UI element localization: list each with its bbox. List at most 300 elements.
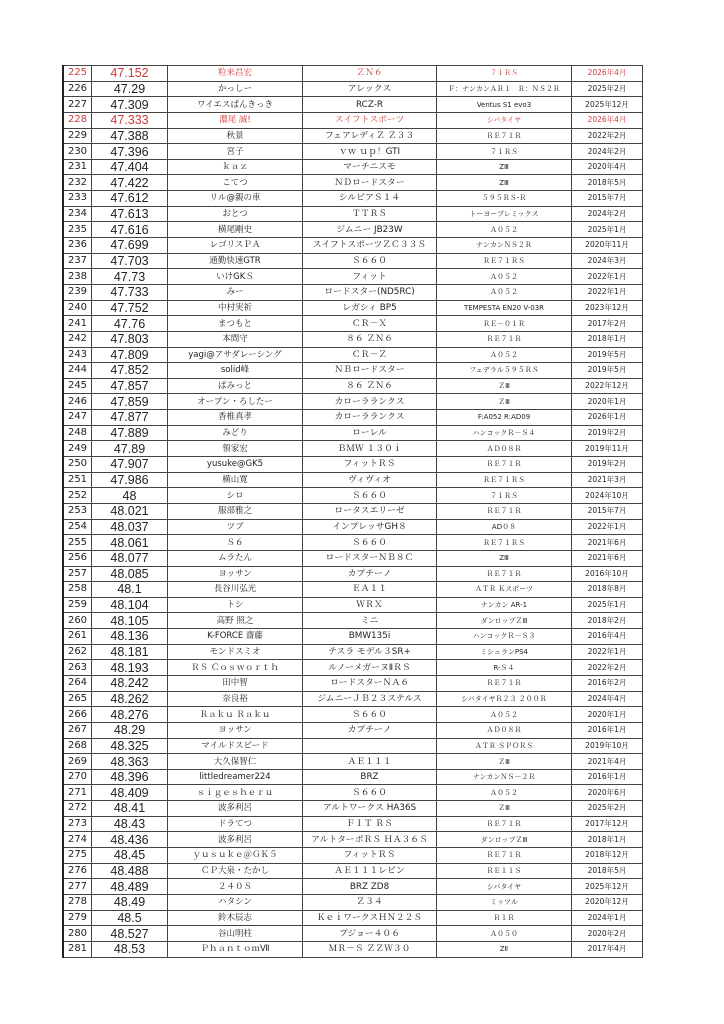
car-model: フィットＲＳ bbox=[303, 457, 437, 473]
car-model: Ｓ６６０ bbox=[303, 253, 437, 269]
table-row bbox=[63, 848, 643, 864]
record-date: 2017年4月 bbox=[572, 941, 643, 957]
lap-time: 48.085 bbox=[92, 566, 168, 582]
car-model: ローレル bbox=[303, 425, 437, 441]
record-date: 2022年2月 bbox=[572, 128, 643, 144]
lap-time: 47.73 bbox=[92, 269, 168, 285]
rank-number: 275 bbox=[63, 848, 92, 864]
record-date: 2020年11月 bbox=[572, 238, 643, 254]
rank-number: 230 bbox=[63, 144, 92, 160]
rank-number: 227 bbox=[63, 97, 92, 113]
car-model: ＮＤロードスター bbox=[303, 175, 437, 191]
table-row bbox=[63, 284, 643, 300]
record-date: 2026年4月 bbox=[572, 112, 643, 128]
car-model: フィット bbox=[303, 269, 437, 285]
lap-time: 47.152 bbox=[92, 66, 168, 82]
lap-time: 48.45 bbox=[92, 848, 168, 864]
table-row bbox=[63, 269, 643, 285]
tire-name: ＲＥ７１Ｒ bbox=[437, 331, 572, 347]
record-date: 2016年2月 bbox=[572, 675, 643, 691]
record-date: 2024年2月 bbox=[572, 206, 643, 222]
record-date: 2024年10月 bbox=[572, 488, 643, 504]
rank-number: 243 bbox=[63, 347, 92, 363]
table-row bbox=[63, 738, 643, 754]
lap-time: 47.29 bbox=[92, 81, 168, 97]
record-date: 2017年12月 bbox=[572, 816, 643, 832]
table-row bbox=[63, 597, 643, 613]
lap-time: 47.986 bbox=[92, 472, 168, 488]
table-row bbox=[63, 503, 643, 519]
tire-name: F:A052 R:AD09 bbox=[437, 410, 572, 426]
tire-name: ＡＤ０８Ｒ bbox=[437, 722, 572, 738]
driver-name: ツブ bbox=[168, 519, 303, 535]
record-date: 2024年3月 bbox=[572, 253, 643, 269]
rank-number: 267 bbox=[63, 722, 92, 738]
lap-time: 47.733 bbox=[92, 284, 168, 300]
record-date: 2025年1月 bbox=[572, 597, 643, 613]
tire-name: ＲＥ７１Ｒ bbox=[437, 566, 572, 582]
record-date: 2020年2月 bbox=[572, 926, 643, 942]
tire-name: ミシュランPS4 bbox=[437, 644, 572, 660]
rank-number: 257 bbox=[63, 566, 92, 582]
lap-time: 47.803 bbox=[92, 331, 168, 347]
record-date: 2017年2月 bbox=[572, 316, 643, 332]
driver-name: 波多利呂 bbox=[168, 801, 303, 817]
record-date: 2018年5月 bbox=[572, 175, 643, 191]
driver-name: モンドスミオ bbox=[168, 644, 303, 660]
rank-number: 233 bbox=[63, 191, 92, 207]
car-model: Ｓ６６０ bbox=[303, 707, 437, 723]
driver-name: ヨッサン bbox=[168, 722, 303, 738]
rank-number: 242 bbox=[63, 331, 92, 347]
rank-number: 247 bbox=[63, 410, 92, 426]
tire-name: ダンロップＺⅢ bbox=[437, 832, 572, 848]
driver-name: 濃尾 誠! bbox=[168, 112, 303, 128]
rank-number: 241 bbox=[63, 316, 92, 332]
table-row bbox=[63, 613, 643, 629]
lap-time: 47.613 bbox=[92, 206, 168, 222]
lap-time: 48.242 bbox=[92, 675, 168, 691]
tire-name: ＺⅢ bbox=[437, 394, 572, 410]
table-row bbox=[63, 206, 643, 222]
car-model: ジムニーＪＢ２３ステルス bbox=[303, 691, 437, 707]
rank-number: 280 bbox=[63, 926, 92, 942]
tire-name: R-Ｓ４ bbox=[437, 660, 572, 676]
rank-number: 259 bbox=[63, 597, 92, 613]
tire-name: ダンロップＺⅢ bbox=[437, 613, 572, 629]
driver-name: ハタシン bbox=[168, 894, 303, 910]
car-model: アルトターボＲＳ ＨＡ３６Ｓ bbox=[303, 832, 437, 848]
car-model: Ｓ６６０ bbox=[303, 488, 437, 504]
driver-name: 服部雅之 bbox=[168, 503, 303, 519]
rank-number: 235 bbox=[63, 222, 92, 238]
driver-name: みー bbox=[168, 284, 303, 300]
record-date: 2022年12月 bbox=[572, 378, 643, 394]
rank-number: 281 bbox=[63, 941, 92, 957]
tire-name: シバタイヤ bbox=[437, 879, 572, 895]
tire-name: Ａ０５２ bbox=[437, 269, 572, 285]
table-row bbox=[63, 801, 643, 817]
record-date: 2018年5月 bbox=[572, 863, 643, 879]
tire-name: シバタイヤＲ２３ ２００Ｒ bbox=[437, 691, 572, 707]
rank-number: 252 bbox=[63, 488, 92, 504]
car-model: テスラ モデル３SR+ bbox=[303, 644, 437, 660]
driver-name: 中村実祈 bbox=[168, 300, 303, 316]
rank-number: 265 bbox=[63, 691, 92, 707]
tire-name: ZⅢ bbox=[437, 550, 572, 566]
lap-time: 47.859 bbox=[92, 394, 168, 410]
record-date: 2025年2月 bbox=[572, 81, 643, 97]
car-model: BRZ ZD8 bbox=[303, 879, 437, 895]
driver-name: 領家宏 bbox=[168, 441, 303, 457]
lap-time: 47.703 bbox=[92, 253, 168, 269]
record-date: 2018年1月 bbox=[572, 331, 643, 347]
table-row bbox=[63, 159, 643, 175]
rank-number: 254 bbox=[63, 519, 92, 535]
driver-name: solid峰 bbox=[168, 363, 303, 379]
record-date: 2020年12月 bbox=[572, 894, 643, 910]
car-model: ＥＡ１１ bbox=[303, 582, 437, 598]
record-date: 2015年7月 bbox=[572, 503, 643, 519]
driver-name: 横山寛 bbox=[168, 472, 303, 488]
record-date: 2019年2月 bbox=[572, 457, 643, 473]
tire-name: ＲＥ７１ＲＳ bbox=[437, 253, 572, 269]
table-row bbox=[63, 425, 643, 441]
lap-time: 48.325 bbox=[92, 738, 168, 754]
lap-time: 48.262 bbox=[92, 691, 168, 707]
table-row bbox=[63, 519, 643, 535]
car-model: BRZ bbox=[303, 769, 437, 785]
table-row bbox=[63, 378, 643, 394]
rank-number: 263 bbox=[63, 660, 92, 676]
record-date: 2016年1月 bbox=[572, 769, 643, 785]
tire-name: ナンカン AR-1 bbox=[437, 597, 572, 613]
table-row bbox=[63, 238, 643, 254]
car-model: ＢＭＷ １３０ｉ bbox=[303, 441, 437, 457]
tire-name: ＺⅢ bbox=[437, 754, 572, 770]
record-date: 2026年1月 bbox=[572, 410, 643, 426]
table-row bbox=[63, 316, 643, 332]
table-row bbox=[63, 112, 643, 128]
record-date: 2016年10月 bbox=[572, 566, 643, 582]
car-model: ＺＮ６ bbox=[303, 66, 437, 82]
table-row bbox=[63, 941, 643, 957]
rank-number: 253 bbox=[63, 503, 92, 519]
record-date: 2025年2月 bbox=[572, 801, 643, 817]
lap-time: 47.889 bbox=[92, 425, 168, 441]
car-model: ロータスエリーゼ bbox=[303, 503, 437, 519]
table-row bbox=[63, 660, 643, 676]
table-row bbox=[63, 331, 643, 347]
driver-name: ２４０Ｓ bbox=[168, 879, 303, 895]
lap-time: 48.489 bbox=[92, 879, 168, 895]
lap-time: 48.527 bbox=[92, 926, 168, 942]
lap-time: 47.616 bbox=[92, 222, 168, 238]
record-date: 2018年1月 bbox=[572, 832, 643, 848]
rank-number: 246 bbox=[63, 394, 92, 410]
lap-time: 47.404 bbox=[92, 159, 168, 175]
record-date: 2016年4月 bbox=[572, 629, 643, 645]
car-model: ロードスター(ND5RC) bbox=[303, 284, 437, 300]
tire-name: ミッツル bbox=[437, 894, 572, 910]
table-row bbox=[63, 644, 643, 660]
driver-name: Ｒａｋｕ Ｒａｋｕ bbox=[168, 707, 303, 723]
tire-name: Ａ０５２ bbox=[437, 785, 572, 801]
lap-time: 47.396 bbox=[92, 144, 168, 160]
car-model: スイフトスポーツ bbox=[303, 112, 437, 128]
driver-name: リル@親の車 bbox=[168, 191, 303, 207]
lap-time: 48.136 bbox=[92, 629, 168, 645]
record-date: 2025年1月 bbox=[572, 222, 643, 238]
driver-name: ＰｈａｎｔｏｍⅦ bbox=[168, 941, 303, 957]
car-model: アルトワークス HA36S bbox=[303, 801, 437, 817]
table-row bbox=[63, 879, 643, 895]
driver-name: シロ bbox=[168, 488, 303, 504]
driver-name: 奈良裕 bbox=[168, 691, 303, 707]
record-date: 2021年4月 bbox=[572, 754, 643, 770]
driver-name: 秋景 bbox=[168, 128, 303, 144]
car-model: ＣＲ－Ｚ bbox=[303, 347, 437, 363]
tire-name: トーヨープレミックス bbox=[437, 206, 572, 222]
lap-time: 48.436 bbox=[92, 832, 168, 848]
lap-time: 47.333 bbox=[92, 112, 168, 128]
table-row bbox=[63, 144, 643, 160]
car-model: インプレッサGH８ bbox=[303, 519, 437, 535]
record-date: 2020年1月 bbox=[572, 394, 643, 410]
table-row bbox=[63, 488, 643, 504]
rank-number: 270 bbox=[63, 769, 92, 785]
car-model: プジョー４０６ bbox=[303, 926, 437, 942]
car-model: ＷＲＸ bbox=[303, 597, 437, 613]
tire-name: ＲＥ－０１Ｒ bbox=[437, 316, 572, 332]
car-model: ＮＢロードスター bbox=[303, 363, 437, 379]
table-row bbox=[63, 722, 643, 738]
record-date: 2018年12月 bbox=[572, 848, 643, 864]
car-model: BMW135i bbox=[303, 629, 437, 645]
rank-number: 231 bbox=[63, 159, 92, 175]
rank-number: 261 bbox=[63, 629, 92, 645]
table-row bbox=[63, 785, 643, 801]
table-row bbox=[63, 97, 643, 113]
driver-name: かっしー bbox=[168, 81, 303, 97]
table-row bbox=[63, 675, 643, 691]
tire-name: ZⅡ bbox=[437, 941, 572, 957]
lap-time: 48.061 bbox=[92, 535, 168, 551]
car-model bbox=[303, 738, 437, 754]
driver-name: ｋａｚ bbox=[168, 159, 303, 175]
driver-name: まつもと bbox=[168, 316, 303, 332]
lap-time: 48.104 bbox=[92, 597, 168, 613]
car-model: Ｓ６６０ bbox=[303, 785, 437, 801]
tire-name: Ａ０５２ bbox=[437, 707, 572, 723]
driver-name: ＣＰ大泉・たかし bbox=[168, 863, 303, 879]
tire-name: ＡＤ０８Ｒ bbox=[437, 441, 572, 457]
tire-name: Ｒ１Ｒ bbox=[437, 910, 572, 926]
record-date: 2022年1月 bbox=[572, 519, 643, 535]
tire-name: ＲＥ７１Ｒ bbox=[437, 816, 572, 832]
rank-number: 256 bbox=[63, 550, 92, 566]
tire-name: TEMPESTA EN20 V-03R bbox=[437, 300, 572, 316]
record-date: 2019年2月 bbox=[572, 425, 643, 441]
ranking-table bbox=[62, 65, 643, 958]
tire-name: ハンコックＲ－Ｓ３ bbox=[437, 629, 572, 645]
car-model: RCZ-R bbox=[303, 97, 437, 113]
car-model: ＴＴＲＳ bbox=[303, 206, 437, 222]
ranking-table-body bbox=[63, 66, 643, 958]
driver-name: yusuke@GK5 bbox=[168, 457, 303, 473]
rank-number: 238 bbox=[63, 269, 92, 285]
record-date: 2024年4月 bbox=[572, 691, 643, 707]
tire-name: ＺⅢ bbox=[437, 801, 572, 817]
car-model: アレックス bbox=[303, 81, 437, 97]
rank-number: 248 bbox=[63, 425, 92, 441]
tire-name: ＲＥ７１Ｒ bbox=[437, 848, 572, 864]
record-date: 2025年12月 bbox=[572, 97, 643, 113]
rank-number: 236 bbox=[63, 238, 92, 254]
driver-name: おとつ bbox=[168, 206, 303, 222]
rank-number: 273 bbox=[63, 816, 92, 832]
rank-number: 229 bbox=[63, 128, 92, 144]
lap-time: 48.53 bbox=[92, 941, 168, 957]
table-row bbox=[63, 66, 643, 82]
record-date: 2021年3月 bbox=[572, 472, 643, 488]
table-row bbox=[63, 863, 643, 879]
table-row bbox=[63, 566, 643, 582]
rank-number: 225 bbox=[63, 66, 92, 82]
rank-number: 269 bbox=[63, 754, 92, 770]
driver-name: こてつ bbox=[168, 175, 303, 191]
lap-time: 47.699 bbox=[92, 238, 168, 254]
table-row bbox=[63, 441, 643, 457]
driver-name: マイルドスピード bbox=[168, 738, 303, 754]
table-row bbox=[63, 253, 643, 269]
lap-time: 48.29 bbox=[92, 722, 168, 738]
driver-name: ヨッサン bbox=[168, 566, 303, 582]
table-row bbox=[63, 410, 643, 426]
lap-time: 48.181 bbox=[92, 644, 168, 660]
lap-time: 48.363 bbox=[92, 754, 168, 770]
tire-name: Ventus S1 evo3 bbox=[437, 97, 572, 113]
table-row bbox=[63, 816, 643, 832]
car-model: Ｓ６６０ bbox=[303, 535, 437, 551]
rank-number: 260 bbox=[63, 613, 92, 629]
record-date: 2020年1月 bbox=[572, 707, 643, 723]
lap-time: 47.877 bbox=[92, 410, 168, 426]
tire-name: ７１ＲＳ bbox=[437, 488, 572, 504]
driver-name: K-FORCE 齋藤 bbox=[168, 629, 303, 645]
table-row bbox=[63, 222, 643, 238]
tire-name: ＲＥ１１Ｓ bbox=[437, 863, 572, 879]
rank-number: 262 bbox=[63, 644, 92, 660]
rank-number: 232 bbox=[63, 175, 92, 191]
car-model: ミニ bbox=[303, 613, 437, 629]
driver-name: 本間守 bbox=[168, 331, 303, 347]
record-date: 2022年1月 bbox=[572, 644, 643, 660]
tire-name: ＡＴＲ ＳＰＯＲＳ bbox=[437, 738, 572, 754]
table-row bbox=[63, 535, 643, 551]
table-row bbox=[63, 191, 643, 207]
driver-name: ムラたん bbox=[168, 550, 303, 566]
lap-time: 47.309 bbox=[92, 97, 168, 113]
record-date: 2025年12月 bbox=[572, 879, 643, 895]
lap-time: 47.76 bbox=[92, 316, 168, 332]
lap-time: 47.422 bbox=[92, 175, 168, 191]
tire-name: ハンコックＲ－Ｓ４ bbox=[437, 425, 572, 441]
rank-number: 250 bbox=[63, 457, 92, 473]
table-row bbox=[63, 629, 643, 645]
car-model: ＫｅｉワークスＨＮ２２Ｓ bbox=[303, 910, 437, 926]
rank-number: 240 bbox=[63, 300, 92, 316]
rank-number: 266 bbox=[63, 707, 92, 723]
table-row bbox=[63, 894, 643, 910]
record-date: 2016年1月 bbox=[572, 722, 643, 738]
lap-time: 48.1 bbox=[92, 582, 168, 598]
driver-name: ＲＳ Ｃｏｓｗｏｒｔｈ bbox=[168, 660, 303, 676]
table-row bbox=[63, 910, 643, 926]
record-date: 2024年2月 bbox=[572, 144, 643, 160]
lap-time: 47.907 bbox=[92, 457, 168, 473]
driver-name: ドラてつ bbox=[168, 816, 303, 832]
tire-name: シバタイヤ bbox=[437, 112, 572, 128]
car-model: マーチニスモ bbox=[303, 159, 437, 175]
record-date: 2021年6月 bbox=[572, 550, 643, 566]
tire-name: ＲＥ７１Ｒ bbox=[437, 128, 572, 144]
rank-number: 271 bbox=[63, 785, 92, 801]
rank-number: 276 bbox=[63, 863, 92, 879]
table-row bbox=[63, 691, 643, 707]
table-row bbox=[63, 175, 643, 191]
table-row bbox=[63, 457, 643, 473]
table-row bbox=[63, 472, 643, 488]
car-model: ロードスターＮＡ６ bbox=[303, 675, 437, 691]
table-row bbox=[63, 550, 643, 566]
lap-time: 48.5 bbox=[92, 910, 168, 926]
rank-number: 226 bbox=[63, 81, 92, 97]
table-row bbox=[63, 300, 643, 316]
record-date: 2019年5月 bbox=[572, 363, 643, 379]
lap-time: 48.037 bbox=[92, 519, 168, 535]
driver-name: みどり bbox=[168, 425, 303, 441]
car-model: ロードスターＮＢ８Ｃ bbox=[303, 550, 437, 566]
tire-name: Ａ０５２ bbox=[437, 222, 572, 238]
driver-name: 波多利呂 bbox=[168, 832, 303, 848]
rank-number: 272 bbox=[63, 801, 92, 817]
car-model: シルビアＳ１４ bbox=[303, 191, 437, 207]
table-row bbox=[63, 832, 643, 848]
table-row bbox=[63, 769, 643, 785]
record-date: 2023年12月 bbox=[572, 300, 643, 316]
driver-name: ｓｉｇｅｓｈｅｒｕ bbox=[168, 785, 303, 801]
record-date: 2021年6月 bbox=[572, 535, 643, 551]
driver-name: 鈴木辰志 bbox=[168, 910, 303, 926]
record-date: 2022年2月 bbox=[572, 660, 643, 676]
rank-number: 277 bbox=[63, 879, 92, 895]
car-model: フェアレディＺ Ｚ３３ bbox=[303, 128, 437, 144]
lap-time: 47.89 bbox=[92, 441, 168, 457]
lap-time: 48.021 bbox=[92, 503, 168, 519]
table-row bbox=[63, 707, 643, 723]
tire-name: ＲＥ７１ＲＳ bbox=[437, 472, 572, 488]
driver-name: yagi@アサダレーシング bbox=[168, 347, 303, 363]
table-row bbox=[63, 128, 643, 144]
rank-number: 234 bbox=[63, 206, 92, 222]
lap-time: 48.41 bbox=[92, 801, 168, 817]
record-date: 2015年7月 bbox=[572, 191, 643, 207]
table-row bbox=[63, 394, 643, 410]
tire-name: フェデラル５９５ＲＳ bbox=[437, 363, 572, 379]
car-model: ヴィヴィオ bbox=[303, 472, 437, 488]
car-model: ジムニー JB23W bbox=[303, 222, 437, 238]
